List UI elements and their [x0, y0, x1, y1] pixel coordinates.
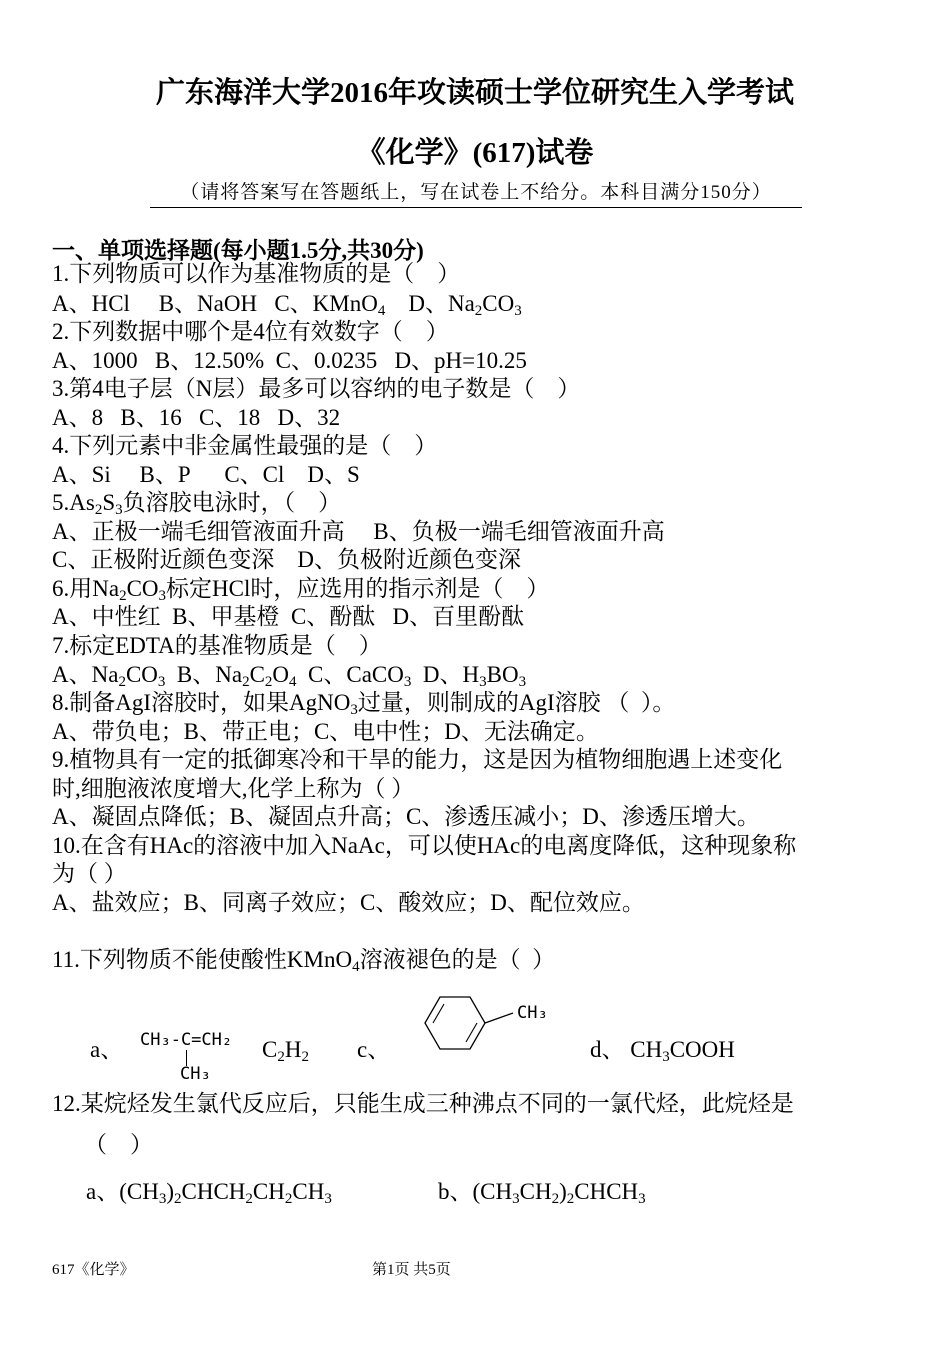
question-12-cont: （ ）	[84, 1132, 153, 1157]
question-7: 7.标定EDTA的基准物质是（ ）	[52, 633, 382, 658]
question-5-options-cd: C、正极附近颜色变深 D、负极附近颜色变深	[52, 547, 521, 572]
question-2-options: A、1000 B、12.50% C、0.0235 D、pH=10.25	[52, 348, 527, 373]
q11-option-c-label: c、	[357, 1037, 391, 1062]
question-5: $5.As_2S_3$负溶胶电泳时，（ ）	[52, 490, 342, 518]
svg-text:CH₃: CH₃	[517, 1003, 548, 1023]
footer-course: 617《化学》	[52, 1262, 135, 1278]
question-2: 2.下列数据中哪个是4位有效数字（ ）	[52, 319, 449, 344]
q11-option-d: d、 $CH_3COOH$	[590, 1037, 735, 1065]
q11-option-a-structure: CH₃-C=CH₂ CH₃	[140, 1030, 233, 1084]
question-10-options: A、盐效应；B、同离子效应；C、酸效应；D、配位效应。	[52, 890, 645, 915]
question-1-options: A、HCl B、NaOH C、KMnO$_4$ D、$Na_2CO_3$	[52, 291, 522, 319]
question-5-options-ab: A、正极一端毛细管液面升高 B、负极一端毛细管液面升高	[52, 519, 665, 544]
question-6-options: A、中性红 B、甲基橙 C、酚酞 D、百里酚酞	[52, 604, 525, 629]
question-10-cont: 为（ ）	[52, 861, 127, 886]
question-4-options: A、Si B、P C、Cl D、S	[52, 462, 360, 487]
toluene-structure-icon	[415, 988, 565, 1058]
question-8-options: A、带负电；B、带正电；C、电中性；D、无法确定。	[52, 719, 599, 744]
question-12-option-b: b、$(CH_3CH_2)_2CHCH_3$	[438, 1179, 646, 1207]
q11-option-b: $C_2H_2$	[262, 1037, 309, 1065]
question-3: 3.第4电子层（N层）最多可以容纳的电子数是（ ）	[52, 376, 581, 401]
question-7-options: A、$Na_2CO_3$ B、$Na_2C_2O_4$ C、CaCO$_3$ D、$H_3BO_3$	[52, 662, 527, 690]
question-11: 11.下列物质不能使酸性KMnO$_4$溶液褪色的是（ ）	[52, 947, 556, 975]
question-3-options: A、8 B、16 C、18 D、32	[52, 405, 341, 430]
question-12-option-a: a、$(CH_3)_2CHCH_2CH_2CH_3$	[86, 1179, 332, 1207]
exam-note: （请将答案写在答题纸上，写在试卷上不给分。本科目满分150分）	[150, 177, 802, 208]
footer-page-number: 第1页 共5页	[372, 1262, 451, 1278]
question-9-options: A、凝固点降低；B、凝固点升高；C、渗透压减小；D、渗透压增大。	[52, 804, 760, 829]
q11-option-a-label: a、	[90, 1037, 124, 1062]
section-title: 一、单项选择题(每小题1.5分,共30分)	[52, 238, 424, 263]
question-6: 6.用$Na_2CO_3$标定HCl时，应选用的指示剂是（ ）	[52, 576, 550, 604]
question-12: 12.某烷烃发生氯代反应后，只能生成三种沸点不同的一氯代烃，此烷烃是	[52, 1091, 794, 1116]
question-1: 1.下列物质可以作为基准物质的是（ ）	[52, 261, 461, 286]
question-9: 9.植物具有一定的抵御寒冷和干旱的能力，这是因为植物细胞遇上述变化	[52, 747, 783, 772]
question-9-cont: 时,细胞液浓度增大,化学上称为（ ）	[52, 776, 415, 801]
question-8: 8.制备AgI溶胶时，如果AgNO$_3$过量，则制成的AgI溶胶 （ ）。	[52, 690, 676, 718]
question-4: 4.下列元素中非金属性最强的是（ ）	[52, 433, 438, 458]
question-10: 10.在含有HAc的溶液中加入NaAc，可以使HAc的电离度降低，这种现象称	[52, 833, 797, 858]
exam-subtitle: 《化学》(617)试卷	[356, 137, 594, 169]
exam-title: 广东海洋大学2016年攻读硕士学位研究生入学考试	[155, 77, 794, 109]
